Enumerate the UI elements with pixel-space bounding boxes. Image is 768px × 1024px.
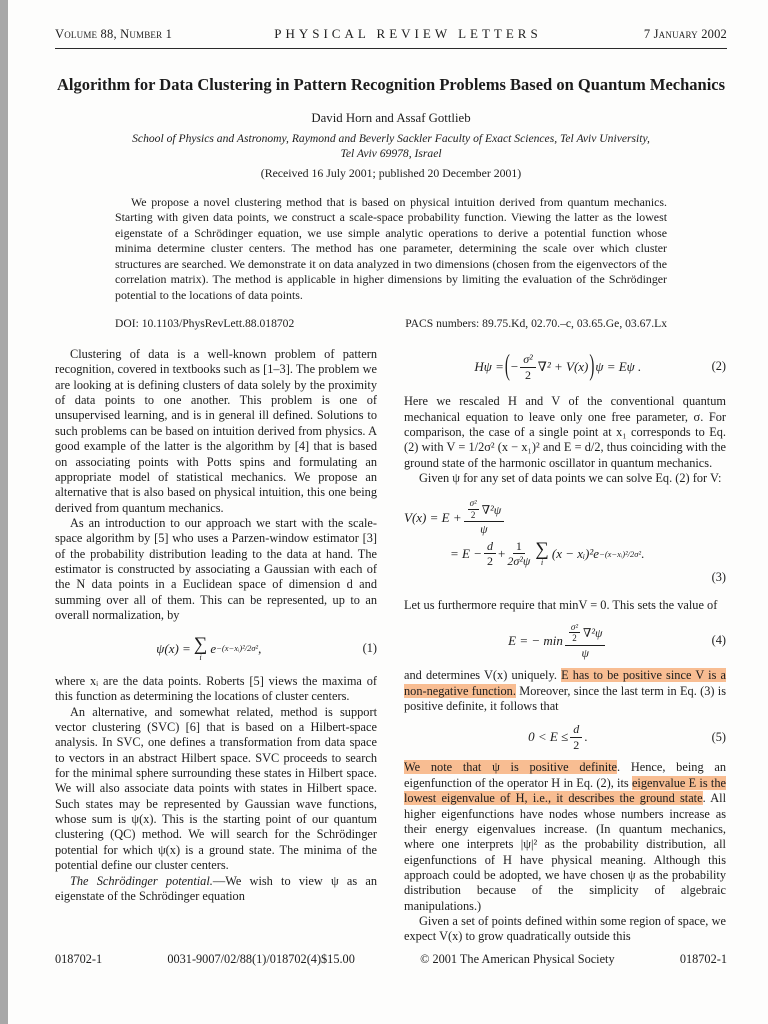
eq1-tail: , xyxy=(258,640,262,656)
equation-4 xyxy=(404,623,726,659)
footer-page-number-left: 018702-1 xyxy=(55,952,103,966)
summation-symbol: ∑ i xyxy=(535,538,549,567)
body-columns xyxy=(55,347,727,945)
equation-3-line2 xyxy=(450,540,726,568)
eq3-line2-eq: = E − xyxy=(450,545,482,561)
page-footer xyxy=(55,952,727,967)
abstract-text: We propose a novel clustering method that is based on physical intuition derived from quantum mechanics. Starting with given data points, we construct a scale-space probability function. Viewing the latter as the lowest eigenstate of a Schrödinger equation, we use simple analytic operations to derive a potential function whose minima determine cluster centers. The method has one parameter, determining the scale over which cluster structures are searched. We demonstrate it on data analyzed in two dimensions (chosen from the eigenvectors of the correlation matrix). The method is applicable in higher dimensions by limiting the evaluation of the Schrödinger potential to the locations of data points. xyxy=(115,194,667,302)
eq3-exponent: −(x−xᵢ)²/2σ² xyxy=(599,548,642,559)
close-paren: ) xyxy=(589,350,595,383)
open-paren: ( xyxy=(504,350,510,383)
journal-name: PHYSICAL REVIEW LETTERS xyxy=(274,26,542,41)
paragraph-where-xi: where xᵢ are the data points. Roberts [5] views the maxima of this function as determining the locations of cluster centers. xyxy=(55,673,377,704)
paper-title: Algorithm for Data Clustering in Pattern Recognition Problems Based on Quantum Mechanics xyxy=(56,75,726,94)
paragraph-scale-space: As an introduction to our approach we start with the scale-space algorithm by [5] who uses a Parzen-window estimator [3] of the probability distribution leading to the data at hand. The estimator is constructed by associating a Gaussian with each of the N data points in a Euclidean space of dimension d and summing over all of them. This can be represented, up to an overall normalization, by xyxy=(55,515,377,623)
eq3-coeff-fraction: $\frac{1}{\text{2σ²ψ}}$ xyxy=(507,538,531,569)
eq2-rhs: ψ = Eψ . xyxy=(595,359,642,375)
footer-issn: 0031-9007/02/88(1)/018702(4)$15.00 xyxy=(167,952,355,966)
pacs-numbers: PACS numbers: 89.75.Kd, 02.70.–c, 03.65.Ge, 03.67.Lx xyxy=(405,317,667,331)
doi: DOI: 10.1103/PhysRevLett.88.018702 xyxy=(115,317,295,331)
paragraph-svc: An alternative, and somewhat related, method is support vector clustering (SVC) [6] that is based on a Hilbert-space analysis. In SVC, one defines a transformation from data space to vectors in an abstract Hilbert space. SVC proceeds to search for the minimal sphere surrounding these states in Hilbert space. We will also associate data points with states in Hilbert space. Such states may be represented by Gaussian wave functions, whose sum is ψ(x). This is the starting point of our quantum clustering (QC) method. We will search for the Schrödinger potential for which ψ(x) is a ground state. The minima of the potential define our cluster centers. xyxy=(55,704,377,873)
eq3-base: e xyxy=(593,545,600,561)
running-head xyxy=(55,26,727,42)
header-rule xyxy=(55,48,727,49)
paragraph-intro: Clustering of data is a well-known problem of pattern recognition, covered in textbooks such as [1–3]. The problem we are looking at is defining clusters of data solely by the proximity of data points to one another. This problem is one of unsupervised learning, and is in general ill defined. Solutions to such problems can be based on intuition derived from physics. A good example of the latter is the algorithm by [4] that is based on associating points with Potts spins and formulating an appropriate model of statistical mechanics. We propose an alternative that is also based on physical intuition, this one being derived from quantum mechanics. xyxy=(55,347,377,515)
paragraph-determines-v: and determines V(x) uniquely. E has to be positive since V is a non-negative function. Moreover, since the last term in Eq. (3) is positive definite, it follows that xyxy=(404,668,727,713)
eq4-fraction: $\frac{\text{σ²}}{2}$ ∇²ψ ψ xyxy=(565,623,606,659)
section-lead-rest: —We wish to view ψ as an eigenstate of the Schrödinger equation xyxy=(55,873,378,903)
affiliation-line2: Tel Aviv 69978, Israel xyxy=(340,146,442,160)
affiliation-line1: School of Physics and Astronomy, Raymond and Beverly Sackler Faculty of Exact Sciences, Tel Aviv University, xyxy=(132,131,650,145)
eq2-fraction: $\frac{\text{σ²}}{2}$ xyxy=(520,353,536,381)
page-content xyxy=(55,0,727,945)
equation-4-body xyxy=(404,623,712,659)
eq2-lhs: Hψ = xyxy=(474,359,504,375)
eq5-tail: . xyxy=(584,729,588,745)
eq4-nested-fraction: $\frac{\text{σ²}}{2}$ xyxy=(570,621,579,644)
issue-date: 7 January 2002 xyxy=(643,27,727,41)
footer-page-number-right: 018702-1 xyxy=(679,952,727,966)
eq3-tail: . xyxy=(641,545,645,561)
equation-2 xyxy=(404,350,726,383)
equation-1-body xyxy=(55,633,363,662)
paragraph-schrodinger-potential xyxy=(55,874,377,905)
equation-1-number: (1) xyxy=(362,641,377,656)
summation-symbol: ∑ i xyxy=(193,633,208,662)
equation-3-number: (3) xyxy=(711,570,726,585)
eq3-d-over-2: $\frac{d}{2}$ xyxy=(484,540,496,568)
paragraph-rescaled: Here we rescaled H and V of the conventional quantum mechanical equation to leave only one free parameter, σ. For comparison, the case of a single point at x₁ corresponds to Eq. (2) with V = 1/2σ² (x − x₁)² and E = d/2, thus coinciding with the ground state of the harmonic oscillator in quantum mechanics. xyxy=(404,394,726,470)
equation-2-number: (2) xyxy=(711,359,726,374)
eq3-plus: + xyxy=(498,545,506,561)
volume-number: Volume 88, Number 1 xyxy=(55,27,173,41)
abstract xyxy=(115,195,667,303)
authors: David Horn and Assaf Gottlieb xyxy=(311,110,471,125)
doi-pacs-line xyxy=(115,317,667,330)
eq1-exponent: −(x−xᵢ)²/2σ² xyxy=(216,643,259,654)
eq1-base: e xyxy=(210,640,217,656)
eq2-minus: − xyxy=(510,359,519,375)
equation-5-body xyxy=(404,723,712,751)
eq1-lhs: ψ(x) = xyxy=(156,640,191,656)
equation-2-body xyxy=(404,350,712,383)
eq4-lhs: E = − min xyxy=(508,632,563,648)
paragraph-given-psi: Given ψ for any set of data points we can solve Eq. (2) for V: xyxy=(419,471,722,486)
section-lead: The Schrödinger potential. xyxy=(70,873,213,888)
equation-3 xyxy=(404,499,726,585)
eq3-lhs: V(x) = E + xyxy=(404,509,462,525)
scan-edge-shadow xyxy=(0,0,8,1024)
left-column xyxy=(55,347,377,945)
paragraph-given-set: Given a set of points defined within some region of space, we expect V(x) to grow quadratically outside this xyxy=(404,914,726,944)
eq2-middle: ∇² + V(x) xyxy=(537,359,589,375)
affiliation xyxy=(55,131,727,161)
equation-5-number: (5) xyxy=(711,729,726,744)
paragraph-require-minv: Let us furthermore require that minV = 0. This sets the value of xyxy=(404,598,718,613)
equation-3-line1 xyxy=(404,499,726,535)
equation-4-number: (4) xyxy=(711,633,726,648)
received-dates: (Received 16 July 2001; published 20 December 2001) xyxy=(260,165,522,180)
eq3-big-fraction: $\frac{\text{σ²}}{2}$ ∇²ψ ψ xyxy=(464,499,505,535)
footer-copyright: © 2001 The American Physical Society xyxy=(420,952,615,966)
eq5-pre: 0 < E ≤ xyxy=(528,729,569,745)
equation-1 xyxy=(55,633,377,662)
eq3-nested-fraction: $\frac{\text{σ²}}{2}$ xyxy=(469,498,477,520)
paragraph-we-note: We note that ψ is positive definite. Hence, being an eigenfunction of the operator H in Eq. (2), its eigenvalue E is the lowest eigenvalue of H, i.e., it describes the ground state. All higher eigenfunctions have nodes whose numbers increase as their energy eigenvalues increase. (In quantum mechanics, where one interprets |ψ|² as the probability distribution, all eigenfunctions of H have physical meaning. Although this approach could be adopted, we have chosen ψ as the probability distribution because of the simplicity of algebraic manipulations.) xyxy=(404,760,726,913)
eq5-fraction: $\frac{d}{2}$ xyxy=(570,723,582,751)
right-column xyxy=(404,347,726,945)
eq3-body: (x − xᵢ)² xyxy=(551,545,594,561)
equation-5 xyxy=(404,723,726,751)
